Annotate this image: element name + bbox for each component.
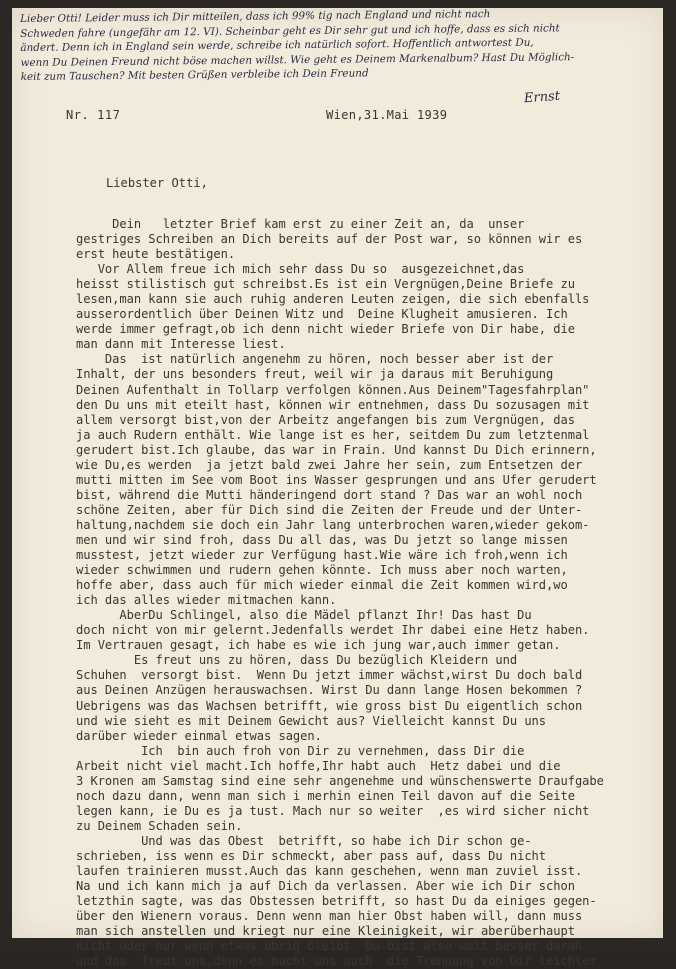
letter-body-line: Deinen Aufenthalt in Tollarp verfolgen können.Aus Deinem"Tagesfahrplan" (76, 382, 590, 397)
letter-body-line: haltung,nachdem sie doch ein Jahr lang unterbrochen waren,wieder gekom- (76, 517, 590, 532)
letter-body (76, 217, 666, 969)
letter-body-line: darüber wieder einmal etwas sagen. (76, 728, 322, 743)
salutation: Liebster Otti, (106, 176, 208, 190)
letter-body-line: AberDu Schlingel, also die Mädel pflanzt Ihr! Das hast Du (76, 608, 532, 623)
letter-body-line: Ich bin auch froh von Dir zu vernehmen, dass Dir die (76, 743, 525, 758)
letter-body-line: ich das alles wieder mitmachen kann. (76, 593, 337, 608)
letter-body-line: Na und ich kann mich ja auf Dich da verlassen. Aber wie ich Dir schon (76, 879, 575, 894)
letter-body-line: über den Wienern voraus. Denn wenn man hier Obst haben will, dann muss (76, 909, 583, 924)
letter-body-line: Arbeit nicht viel macht.Ich hoffe,Ihr habt auch Hetz dabei und die (76, 758, 561, 773)
letter-body-line: hoffe aber, dass auch für mich wieder einmal die Zeit kommen wird,wo (76, 578, 568, 593)
letter-body-line: man sich anstellen und kriegt nur eine Kleinigkeit, wir aberüberhaupt (76, 924, 575, 939)
handwritten-line: Lieber Otti! Leider muss ich Dir mitteilen, dass ich 99% tig nach England und nicht nach (20, 8, 491, 25)
letter-body-line: man dann mit Interesse liest. (76, 337, 286, 352)
letter-body-line: noch dazu dann, wenn man sich i merhin einen Teil davon auf die Seite (76, 788, 575, 803)
letter-body-line: heisst stilistisch gut schreibst.Es ist ein Vergnügen,Deine Briefe zu (76, 277, 575, 292)
letter-body-line: Das ist natürlich angenehm zu hören, noch besser aber ist der (76, 352, 554, 367)
letter-body-line: lesen,man kann sie auch ruhig anderen Leuten zeigen, die sich ebenfalls (76, 292, 590, 307)
letter-body-line: Dein letzter Brief kam erst zu einer Zeit an, da unser (76, 217, 525, 231)
letter-page (12, 8, 663, 969)
letter-body-line: Inhalt, der uns besonders freut, weil wir ja daraus mit Beruhigung (76, 367, 554, 382)
letter-body-line: Und was das Obest betrifft, so habe ich Dir schon ge- (76, 833, 532, 848)
letter-body-line: doch nicht von mir gelernt.Jedenfalls werdet Ihr dabei eine Hetz haben. (76, 623, 590, 638)
letter-body-line: mutti mitten im See vom Boot ins Wasser gesprungen und ans Ufer gerudert (76, 472, 597, 487)
handwritten-line: keit zum Tauschen? Mit besten Grüßen verbleibe ich Dein Freund (20, 67, 369, 84)
letter-body-line: ausserordentlich über Deinen Witz und Deine Klugheit amusieren. Ich (76, 307, 568, 322)
letter-body-line: 3 Kronen am Samstag sind eine sehr angenehme und wünschenswerte Draufgabe (76, 773, 604, 788)
letter-body-line: letzthin sagte, was das Obstessen betrifft, so hast Du da einiges gegen- (76, 894, 597, 909)
letter-body-line: schöne Zeiten, aber für Dich sind die Zeiten der Freude und der Unter- (76, 502, 583, 517)
letter-body-line: gestriges Schreiben an Dich bereits auf der Post war, so können wir es (76, 232, 583, 247)
letter-body-line: Es freut uns zu hören, dass Du bezüglich Kleidern und (76, 653, 518, 668)
handwritten-signature: Ernst (523, 88, 561, 107)
letter-body-line: Vor Allem freue ich mich sehr dass Du so ausgezeichnet,das (76, 262, 525, 277)
handwritten-line: ändert. Denn ich in England sein werde, schreibe ich natürlich sofort. Hoffentlich antwortest Du, (20, 36, 534, 55)
handwritten-line: wenn Du Deinen Freund nicht böse machen willst. Wie geht es Deinem Markenalbum? Hast Du Möglich- (20, 50, 575, 69)
letter-body-line: und wie sieht es mit Deinem Gewicht aus? Vielleicht kannst Du uns (76, 713, 547, 728)
letter-body-line: Schuhen versorgt bist. Wenn Du jetzt immer wächst,wirst Du doch bald (76, 668, 583, 683)
letter-number: Nr. 117 (66, 108, 121, 122)
letter-body-line: men und wir sind froh, dass Du all das, was Du jetzt so lange missen (76, 532, 568, 547)
letter-body-line: allem versorgt bist,von der Arbeitz angefangen bis zum Vergnügen, das (76, 412, 575, 427)
letter-body-line: Uebrigens was das Wachsen betrifft, wie gross bist Du eigentlich schon (76, 698, 583, 713)
letter-body-line: aus Deinen Anzügen herauswachsen. Wirst Du dann lange Hosen bekommen ? (76, 683, 583, 698)
letter-body-line: musstest, jetzt wieder zur Verfügung hast.Wie wäre ich froh,wenn ich (76, 548, 568, 563)
letter-body-line: wieder schwimmen und rudern gehen könnte. Ich muss aber noch warten, (76, 563, 568, 578)
letter-body-line: nicht oder nur wenn etwas übrig bleibt. Du bist also weit besser darah (76, 939, 583, 954)
letter-date: Wien,31.Mai 1939 (326, 108, 448, 122)
letter-body-line: bist, während die Mutti händeringend dort stand ? Das war an wohl noch (76, 487, 583, 502)
letter-body-line: laufen trainieren musst.Auch das kann geschehen, wenn man zuviel isst. (76, 864, 583, 879)
letter-body-line: und das freut uns,denn es macht uns auch die Trennung von Dir leichter (76, 954, 597, 969)
letter-body-line: legen kann, ie Du es ja tust. Mach nur so weiter ,es wird sicher nicht (76, 803, 590, 818)
letter-body-line: werde immer gefragt,ob ich denn nicht wieder Briefe von Dir habe, die (76, 322, 575, 337)
letter-body-line: wie Du,es werden ja jetzt bald zwei Jahre her sein, zum Entsetzen der (76, 457, 583, 472)
letter-body-line: ja auch Rudern enthält. Wie lange ist es her, seitdem Du zum letztenmal (76, 427, 590, 442)
typed-letter (12, 8, 663, 969)
letter-body-line: gerudert bist.Ich glaube, das war in Frain. Und kannst Du Dich erinnern, (76, 442, 597, 457)
letter-body-line: den Du uns mit eteilt hast, können wir entnehmen, dass Du sozusagen mit (76, 397, 590, 412)
letter-body-line: schrieben, iss wenn es Dir schmeckt, aber pass auf, dass Du nicht (76, 848, 547, 863)
letter-body-line: zu Deinem Schaden sein. (76, 818, 243, 833)
handwritten-line: Schweden fahre (ungefähr am 12. VI). Scheinbar geht es Dir sehr gut und ich hoffe, dass es sich nicht (20, 21, 560, 40)
letter-body-line: erst heute bestätigen. (76, 247, 236, 262)
letter-body-line: Im Vertrauen gesagt, ich habe es wie ich jung war,auch immer getan. (76, 638, 561, 653)
